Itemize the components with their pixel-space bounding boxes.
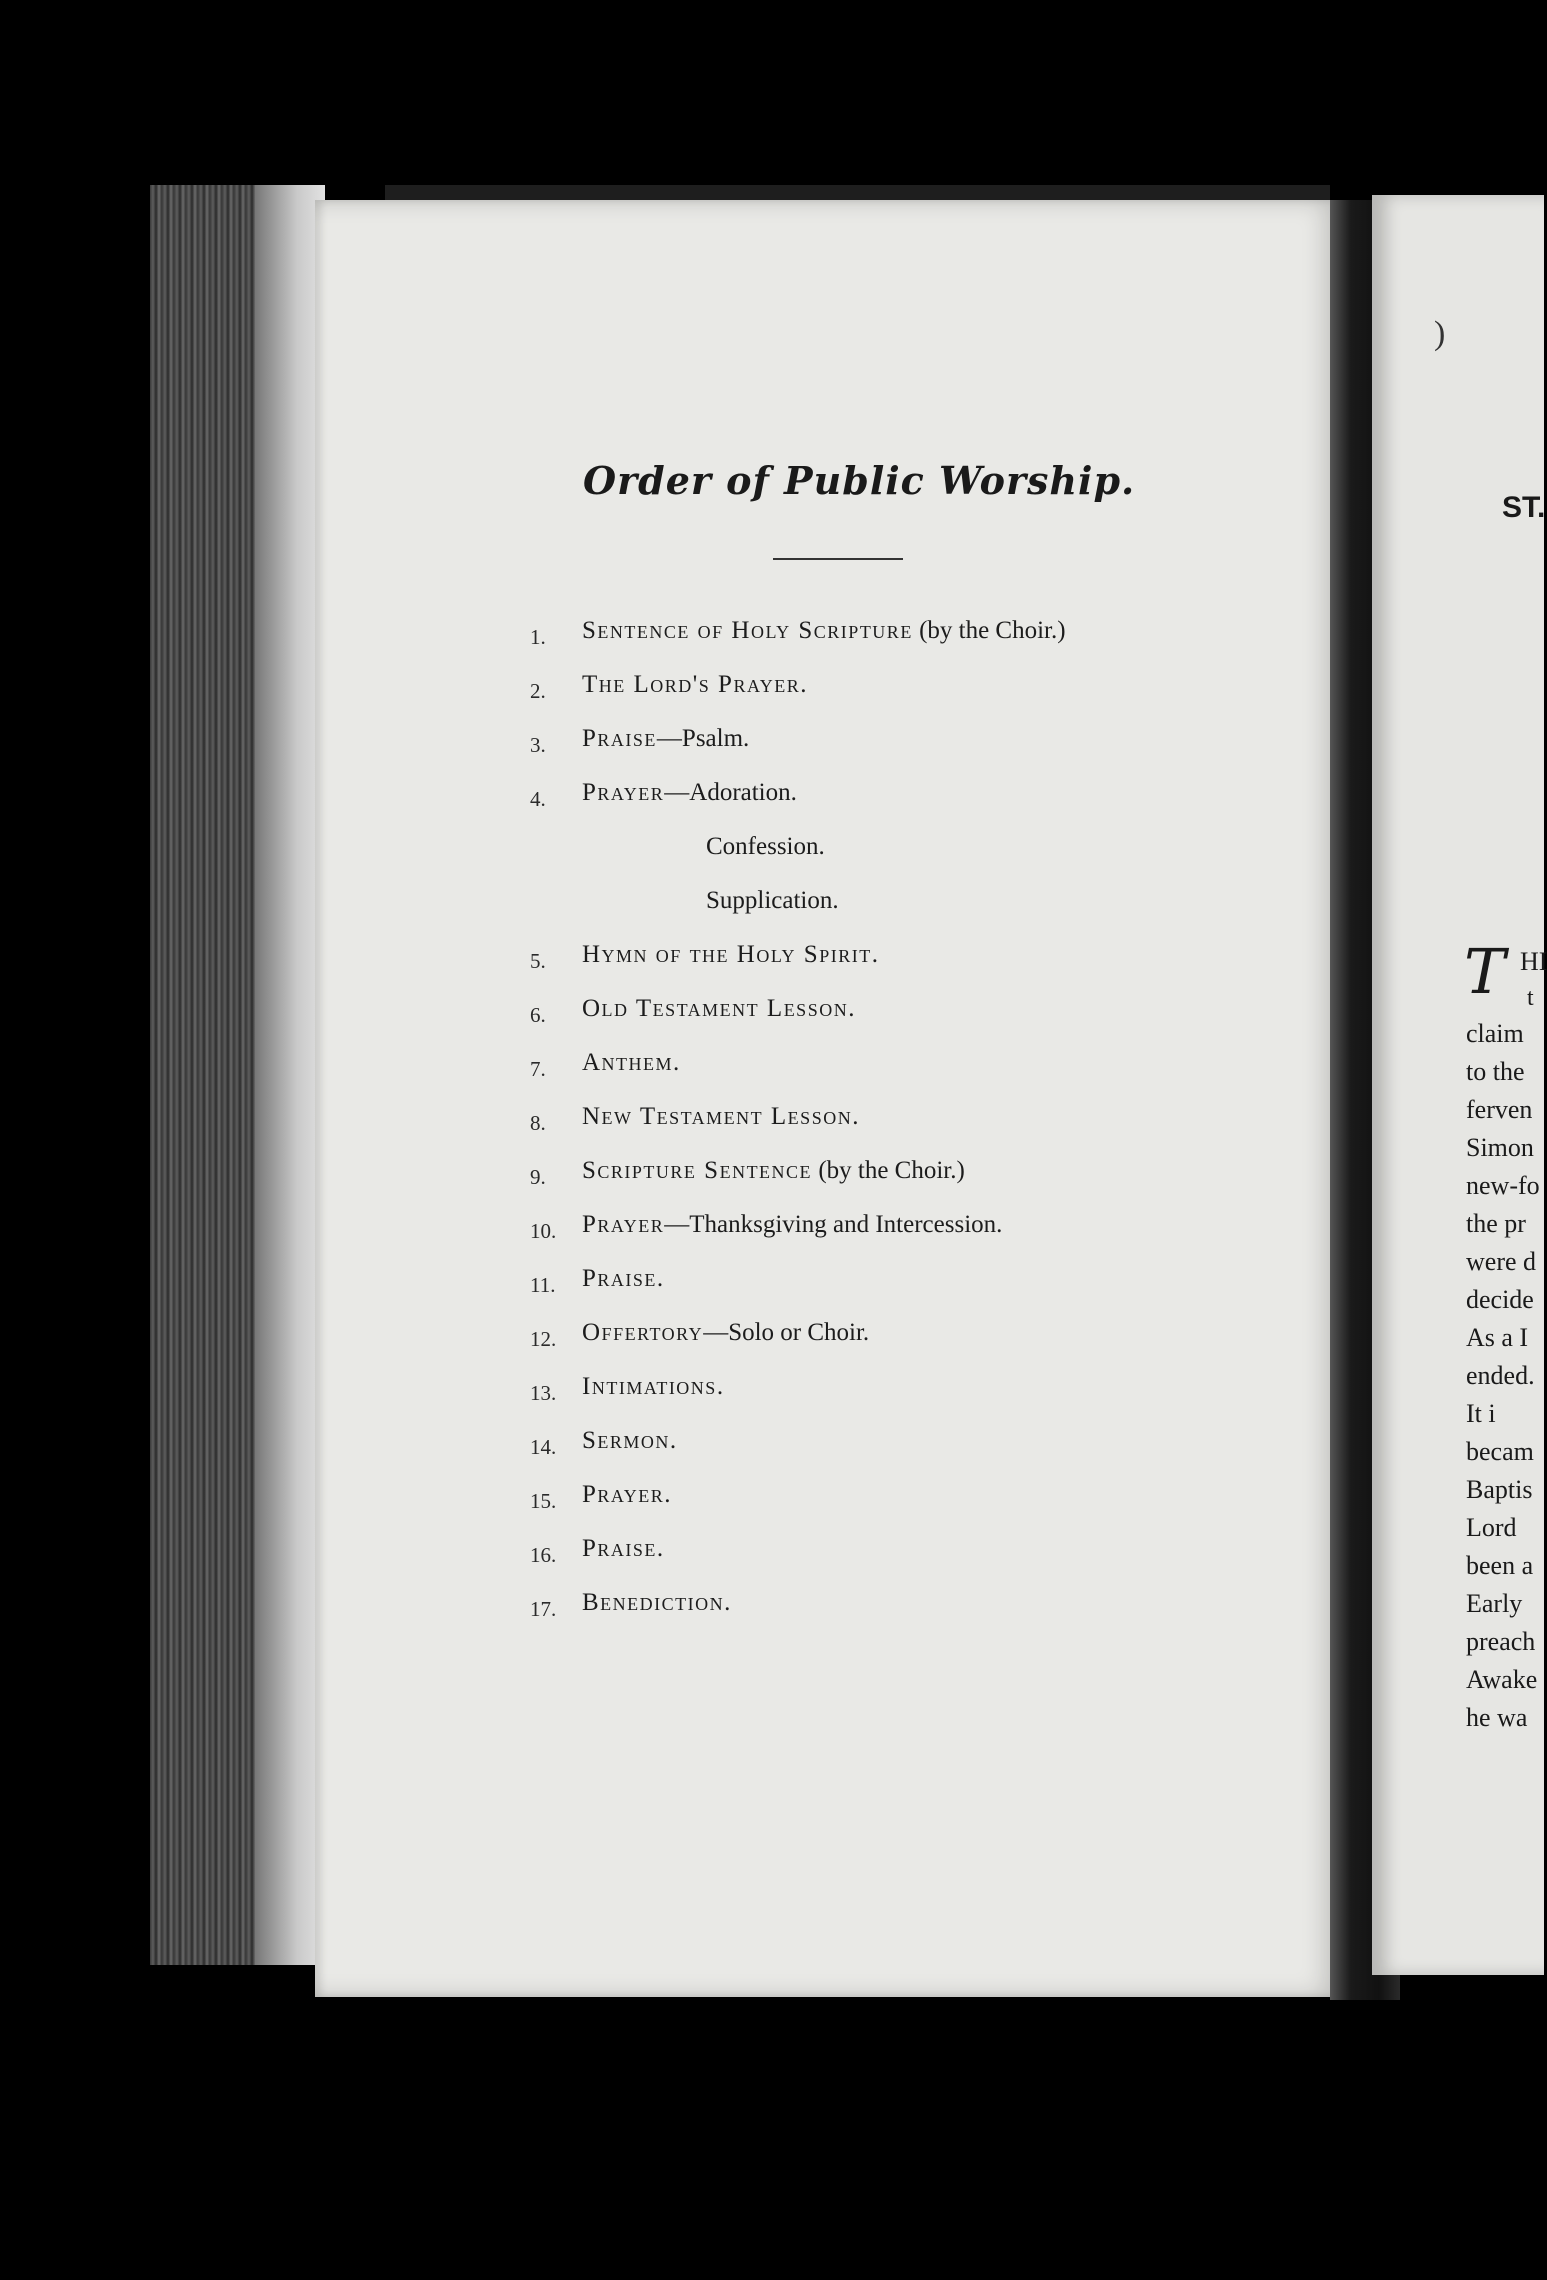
item-heading-text: Sermon. (582, 1427, 678, 1454)
item-heading (582, 671, 808, 699)
item-heading (582, 1535, 665, 1563)
list-item (530, 1417, 1310, 1471)
item-heading (582, 1319, 869, 1347)
list-item (530, 1255, 1310, 1309)
item-number: 11. (530, 1273, 556, 1297)
drop-cap-continuation: HI (1520, 947, 1547, 976)
list-item (530, 1147, 1310, 1201)
right-page-line: claim (1466, 1019, 1524, 1048)
item-heading-text: Praise. (582, 1265, 665, 1292)
page-title: Order of Public Worship. (583, 458, 1136, 503)
right-page-text (1466, 1015, 1540, 1737)
right-page-line: Lord (1466, 1513, 1517, 1542)
book-page-edges (150, 185, 325, 1965)
item-heading-text: The Lord's Prayer. (582, 671, 809, 698)
item-heading (582, 779, 797, 807)
list-item (530, 607, 1310, 661)
worship-order-list (530, 607, 1310, 1633)
list-item (530, 1201, 1310, 1255)
item-number: 9. (530, 1165, 546, 1189)
right-page-line: the pr (1466, 1209, 1526, 1238)
item-number: 1. (530, 625, 546, 649)
item-number: 5. (530, 949, 546, 973)
item-heading (582, 1589, 732, 1617)
right-page-line: to the (1466, 1057, 1525, 1086)
item-heading-text: Scripture Sentence (582, 1157, 813, 1184)
item-heading (582, 1373, 725, 1401)
list-item (530, 931, 1310, 985)
item-detail: (by the Choir.) (812, 1157, 965, 1184)
item-heading (582, 1049, 681, 1077)
item-heading-text: Hymn of the Holy Spirit. (582, 941, 880, 968)
item-number: 4. (530, 787, 546, 811)
right-page-line: Simon (1466, 1133, 1534, 1162)
right-page-line: decide (1466, 1285, 1534, 1314)
right-page-heading: ST. (1502, 491, 1546, 524)
item-number: 7. (530, 1057, 546, 1081)
list-item (530, 1309, 1310, 1363)
item-detail: —Thanksgiving and Intercession. (664, 1211, 1003, 1238)
item-heading (582, 1211, 1002, 1239)
right-page-line: It i (1466, 1399, 1496, 1428)
item-text: Supplication. (706, 887, 839, 914)
item-number: 8. (530, 1111, 546, 1135)
list-item (530, 661, 1310, 715)
right-page-line: he wa (1466, 1703, 1528, 1732)
right-page-line: As a I (1466, 1323, 1529, 1352)
right-page-mark: ) (1434, 315, 1446, 352)
list-item (530, 769, 1310, 823)
right-page-line: were d (1466, 1247, 1537, 1276)
item-heading (582, 995, 856, 1023)
list-item-continuation (530, 877, 1310, 931)
right-page-fragment: t (1527, 985, 1534, 1011)
item-number: 14. (530, 1435, 557, 1459)
item-heading-text: Prayer (582, 1211, 665, 1238)
item-heading (582, 1157, 965, 1185)
right-page-line: Baptis (1466, 1475, 1533, 1504)
title-rule (773, 558, 903, 560)
right-page-line: been a (1466, 1551, 1534, 1580)
list-item (530, 1363, 1310, 1417)
item-detail: —Psalm. (656, 725, 750, 752)
item-heading (582, 617, 1066, 645)
right-page-line: ended. (1466, 1361, 1535, 1390)
list-item-continuation (530, 823, 1310, 877)
item-heading (582, 1265, 665, 1293)
right-page-line: preach (1466, 1627, 1536, 1656)
list-item (530, 715, 1310, 769)
list-item (530, 1471, 1310, 1525)
item-number: 17. (530, 1597, 557, 1621)
right-page-line: Awake (1466, 1665, 1538, 1694)
item-heading (582, 941, 879, 969)
item-heading (582, 725, 749, 753)
item-number: 12. (530, 1327, 557, 1351)
right-page-line: Early (1466, 1589, 1523, 1618)
item-heading-text: Sentence of Holy Scripture (582, 617, 913, 644)
item-heading-text: Benediction. (582, 1589, 732, 1616)
item-number: 3. (530, 733, 546, 757)
right-page-line: ferven (1466, 1095, 1533, 1124)
item-heading (582, 1103, 860, 1131)
item-number: 16. (530, 1543, 557, 1567)
right-page (1372, 195, 1547, 1975)
item-heading-text: Prayer (582, 779, 665, 806)
list-item (530, 1039, 1310, 1093)
item-detail: —Adoration. (664, 779, 797, 806)
list-item (530, 1093, 1310, 1147)
item-heading (582, 1481, 672, 1509)
list-item (530, 1525, 1310, 1579)
item-text: Confession. (706, 833, 825, 860)
item-detail: (by the Choir.) (912, 617, 1066, 644)
item-heading (582, 1427, 678, 1455)
item-heading-text: Praise (582, 725, 657, 752)
right-page-line: becam (1466, 1437, 1534, 1466)
item-number: 13. (530, 1381, 557, 1405)
item-heading-text: Anthem. (582, 1049, 681, 1076)
item-detail: —Solo or Choir. (703, 1319, 870, 1346)
item-number: 10. (530, 1219, 557, 1243)
item-heading-text: Praise. (582, 1535, 665, 1562)
item-heading-text: Intimations. (582, 1373, 725, 1400)
item-heading-text: Old Testament Lesson. (582, 995, 856, 1022)
item-heading-text: New Testament Lesson. (582, 1103, 860, 1130)
item-number: 15. (530, 1489, 557, 1513)
right-page-line: new-fo (1466, 1171, 1540, 1200)
item-number: 2. (530, 679, 546, 703)
list-item (530, 985, 1310, 1039)
item-number: 6. (530, 1003, 546, 1027)
list-item (530, 1579, 1310, 1633)
drop-cap: T (1464, 935, 1506, 1008)
item-heading-text: Prayer. (582, 1481, 673, 1508)
item-heading-text: Offertory (582, 1319, 704, 1346)
